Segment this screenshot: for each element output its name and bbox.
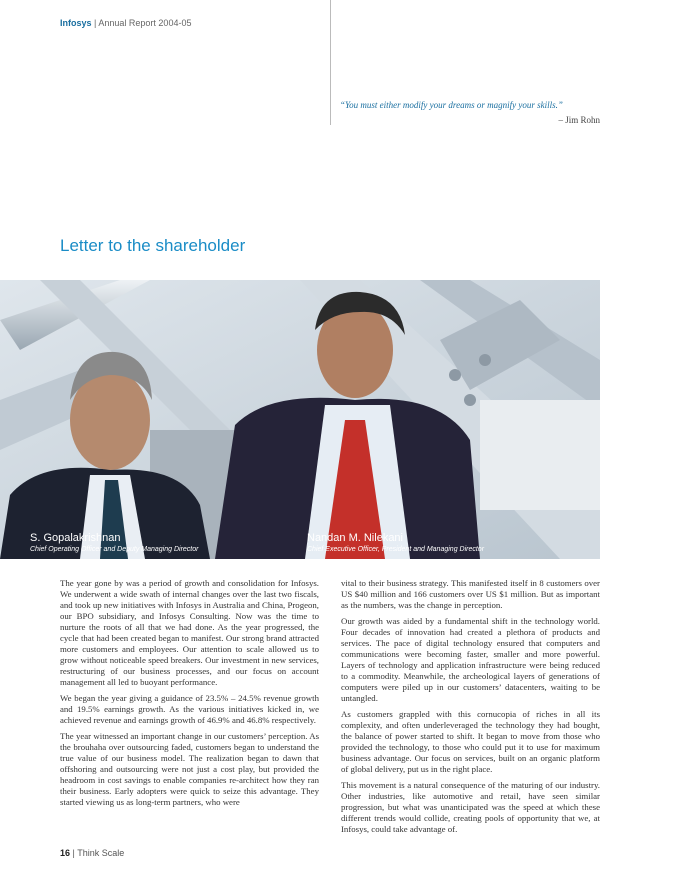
paragraph: Our growth was aided by a fundamental shift in the technology world. Four decades of innovation had created a plethora of products and services. The pace of digital technology ensured that computers and communications were becoming faster, smaller and more powerful. Layers of technology and application infrastructure were being reduced to a commodity. Meanwhile, the archeological layers of generations of computers were piled up in our customers’ datacenters, waiting to be untangled.: [341, 616, 600, 703]
photo-illustration: [0, 280, 600, 559]
right-person-role: Chief Executive Officer, President and Managing Director: [307, 546, 485, 553]
page-footer: [60, 848, 124, 858]
paragraph: We began the year giving a guidance of 23.5% – 24.5% revenue growth and 19.5% earnings growth. As the various initiatives kicked in, we achieved revenue and earnings growth of 46.9% and 46.8% respectively.: [60, 693, 319, 725]
epigraph: [340, 98, 600, 128]
body-column-right: [341, 578, 600, 840]
paragraph: The year witnessed an important change in our customers’ perception. As the brouhaha over outsourcing faded, customers began to understand the true value of our business model. The realization began to dawn that offshoring and outsourcing were not just a cost play, but provided the headroom in cost savings to enable companies re-architect how they ran their business. Early adopters were quick to seize this advantage. They started viewing us as long-term partners, who were: [60, 731, 319, 807]
leaders-photo: [0, 280, 600, 559]
left-person-role: Chief Operating Officer and Deputy Managing Director: [30, 546, 199, 553]
quote-author: – Jim Rohn: [558, 115, 600, 125]
paragraph: This movement is a natural consequence of the maturing of our industry. Other industries, like automotive and retail, have seen similar progression, but what was unanticipated was the speed at which these different trends would collide, creating pools of opportunity that we, at Infosys, could take advantage of.: [341, 780, 600, 834]
left-person-name: S. Gopalakrishnan: [30, 532, 121, 544]
right-person-name: Nandan M. Nilekani: [307, 532, 403, 544]
paragraph: As customers grappled with this cornucopia of riches in all its complexity, and often underleveraged the technology they had bought, the balance of power started to shift. It began to move from those who provided the technology, to those who could put it to use for maximum business advantage. Our focus on services, built on an organic platform of global delivery, put us in the right place.: [341, 709, 600, 774]
footer-separator: |: [72, 848, 75, 858]
right-person-caption: [307, 532, 484, 555]
body-column-left: [60, 578, 319, 813]
left-person-caption: [30, 532, 198, 555]
running-header: [60, 18, 191, 28]
footer-label: Think Scale: [77, 848, 125, 858]
brand-name: Infosys: [60, 18, 92, 28]
report-title: Annual Report 2004-05: [98, 18, 192, 28]
page-number: 16: [60, 848, 71, 858]
paragraph: vital to their business strategy. This manifested itself in 8 customers over US $40 million and 166 customers over US $1 million. But as important as the numbers, was the change in perception.: [341, 578, 600, 610]
vertical-rule: [330, 0, 331, 125]
paragraph: The year gone by was a period of growth and consolidation for Infosys. We underwent a wide swath of internal changes over the last two fiscals, and took up new initiatives with Infosys in Australia and China, Progeon, our BPO subsidiary, and Infosys Consulting. Now was the time to nurture the roots of all that we had done. As the year progressed, the cycle that had been created began to manifest. Our strong brand attracted more customers and employees. Our attention to scale allowed us to grow without noticeable speed breakers. Our investment in new services, restructuring of our business processes, and our focus on account management all led to buoyant performance.: [60, 578, 319, 687]
header-separator: |: [94, 18, 97, 28]
quote-text: “You must either modify your dreams or magnify your skills.”: [340, 100, 563, 110]
section-title: Letter to the shareholder: [60, 236, 246, 255]
